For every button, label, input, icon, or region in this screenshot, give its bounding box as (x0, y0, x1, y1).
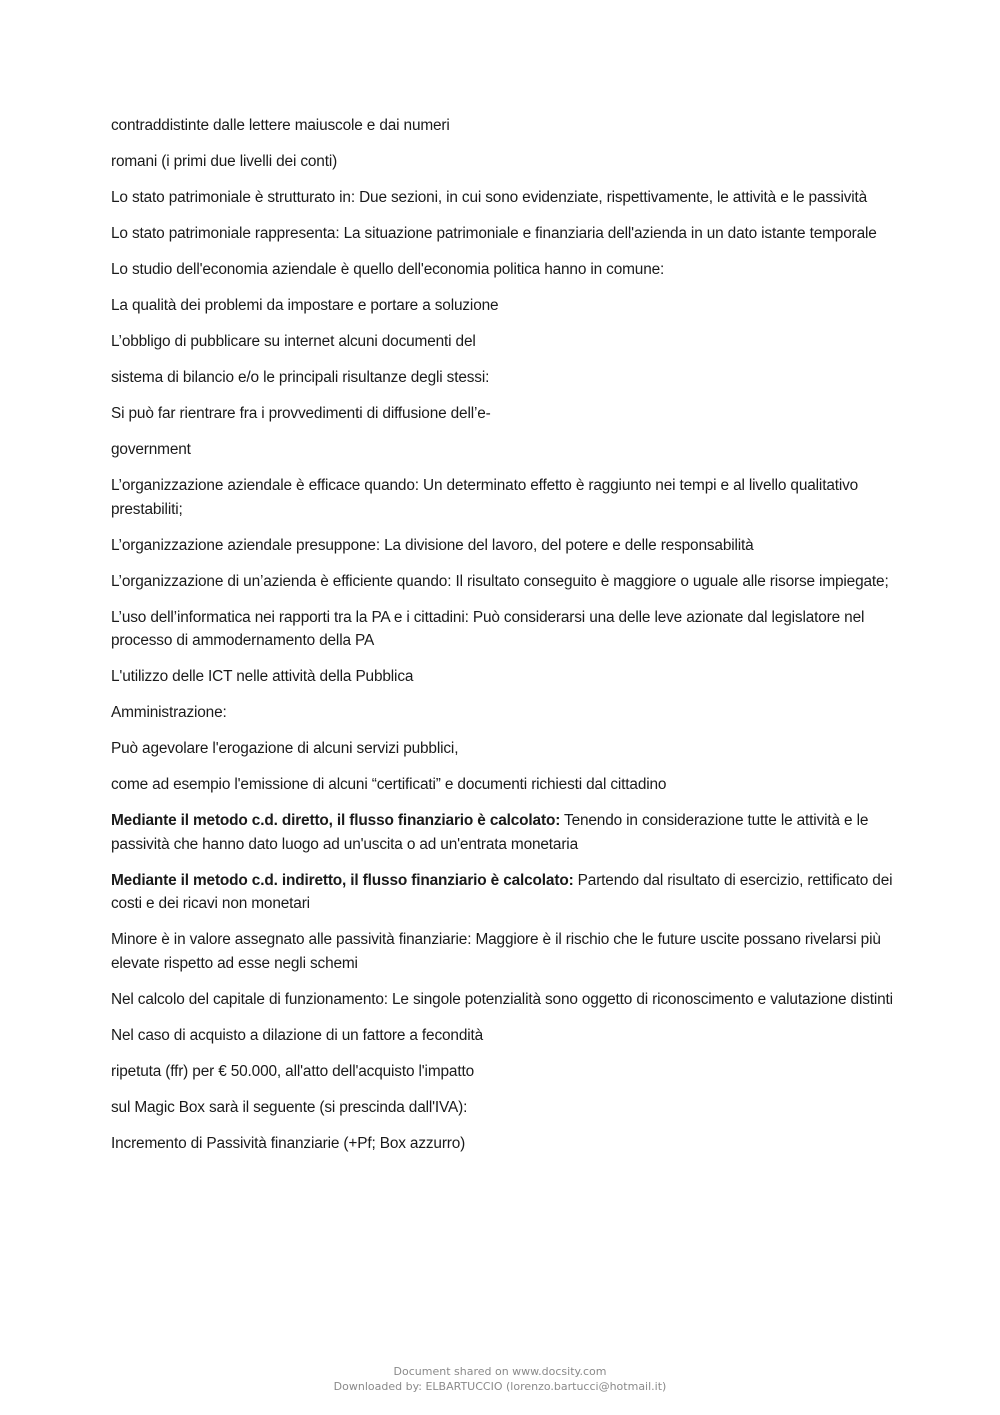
paragraph (111, 928, 901, 975)
paragraph-text: Si può far rientrare fra i provvedimenti di diffusione dell’e- (111, 405, 491, 422)
paragraph-bold-lead: Mediante il metodo c.d. indiretto, il flusso finanziario è calcolato: (111, 871, 574, 889)
paragraph-text: Lo stato patrimoniale rappresenta: La situazione patrimoniale e finanziaria dell'azienda in un dato istante temporale (111, 225, 877, 242)
paragraph-bold-lead: Mediante il metodo c.d. diretto, il flusso finanziario è calcolato: (111, 812, 561, 829)
paragraph (111, 1132, 901, 1156)
paragraph-text: L'utilizzo delle ICT nelle attività della Pubblica (111, 668, 414, 685)
paragraph (111, 258, 901, 282)
paragraph-text: contraddistinte dalle lettere maiuscole e dai numeri (111, 117, 450, 134)
paragraph-text: Lo stato patrimoniale è strutturato in: Due sezioni, in cui sono evidenziate, rispettivamente, le attività e le passività (111, 189, 868, 206)
paragraph (111, 773, 901, 797)
paragraph-text: L’organizzazione di un’azienda è efficiente quando: Il risultato conseguito è maggiore o uguale alle risorse impiegate; (111, 572, 889, 590)
paragraph-text: L’uso dell’informatica nei rapporti tra la PA e i cittadini: Può considerarsi una delle leve azionate dal legislatore nel processo di ammodernamento della PA (111, 608, 865, 649)
paragraph-text: Minore è in valore assegnato alle passività finanziarie: Maggiore è il rischio che le future uscite possano rivelarsi più elevate rispetto ad esse negli schemi (111, 931, 881, 972)
paragraph (111, 737, 901, 761)
paragraph (111, 809, 901, 856)
footer-download-note: Downloaded by: ELBARTUCCIO (lorenzo.bartucci@hotmail.it) (333, 1380, 667, 1393)
paragraph (111, 570, 901, 594)
paragraph-text: La qualità dei problemi da impostare e portare a soluzione (111, 297, 499, 314)
paragraph-text: Incremento di Passività finanziarie (+Pf; Box azzurro) (111, 1134, 466, 1152)
page-footer (0, 1364, 1000, 1394)
paragraph-text: sul Magic Box sarà il seguente (si prescinda dall'IVA): (111, 1098, 468, 1116)
paragraph (111, 366, 901, 390)
paragraph-text: sistema di bilancio e/o le principali risultanze degli stessi: (111, 369, 490, 386)
paragraph (111, 1096, 901, 1120)
paragraph-text: ripetuta (ffr) per € 50.000, all'atto dell'acquisto l'impatto (111, 1062, 474, 1080)
paragraph (111, 869, 901, 916)
paragraph (111, 606, 901, 653)
paragraph-text: L’obbligo di pubblicare su internet alcuni documenti del (111, 333, 476, 350)
paragraph-text: Può agevolare l'erogazione di alcuni servizi pubblici, (111, 740, 459, 757)
paragraph-text: government (111, 441, 191, 458)
paragraph (111, 988, 901, 1012)
paragraph (111, 186, 901, 210)
paragraph (111, 1060, 901, 1084)
paragraph-text: romani (i primi due livelli dei conti) (111, 153, 338, 170)
paragraph (111, 474, 901, 521)
paragraph (111, 402, 901, 426)
paragraph-text: L’organizzazione aziendale presuppone: La divisione del lavoro, del potere e delle responsabilità (111, 536, 754, 554)
paragraph-text: Amministrazione: (111, 704, 227, 721)
paragraph (111, 438, 901, 462)
paragraph (111, 701, 901, 725)
document-body (111, 114, 901, 1168)
paragraph-text: Tenendo in considerazione tutte le attività e le passività che hanno dato luogo ad un'uscita o ad un'entrata monetaria (111, 812, 869, 853)
paragraph-text: Partendo dal risultato di esercizio, rettificato dei costi e dei ricavi non monetari (111, 871, 893, 912)
paragraph-text: Nel calcolo del capitale di funzionamento: Le singole potenzialità sono oggetto di riconoscimento e valutazione distinti (111, 990, 893, 1008)
paragraph-text: come ad esempio l'emissione di alcuni “certificati” e documenti richiesti dal cittadino (111, 776, 667, 793)
paragraph-text: Lo studio dell'economia aziendale è quello dell'economia politica hanno in comune: (111, 261, 665, 278)
paragraph (111, 330, 901, 354)
paragraph-text: L’organizzazione aziendale è efficace quando: Un determinato effetto è raggiunto nei tempi e al livello qualitativo prestabiliti; (111, 477, 859, 518)
paragraph (111, 150, 901, 174)
footer-shared-note: Document shared on www.docsity.com (393, 1365, 607, 1378)
paragraph (111, 534, 901, 558)
paragraph (111, 1024, 901, 1048)
paragraph (111, 294, 901, 318)
paragraph (111, 665, 901, 689)
paragraph (111, 114, 901, 138)
paragraph (111, 222, 901, 246)
paragraph-text: Nel caso di acquisto a dilazione di un fattore a fecondità (111, 1026, 484, 1044)
